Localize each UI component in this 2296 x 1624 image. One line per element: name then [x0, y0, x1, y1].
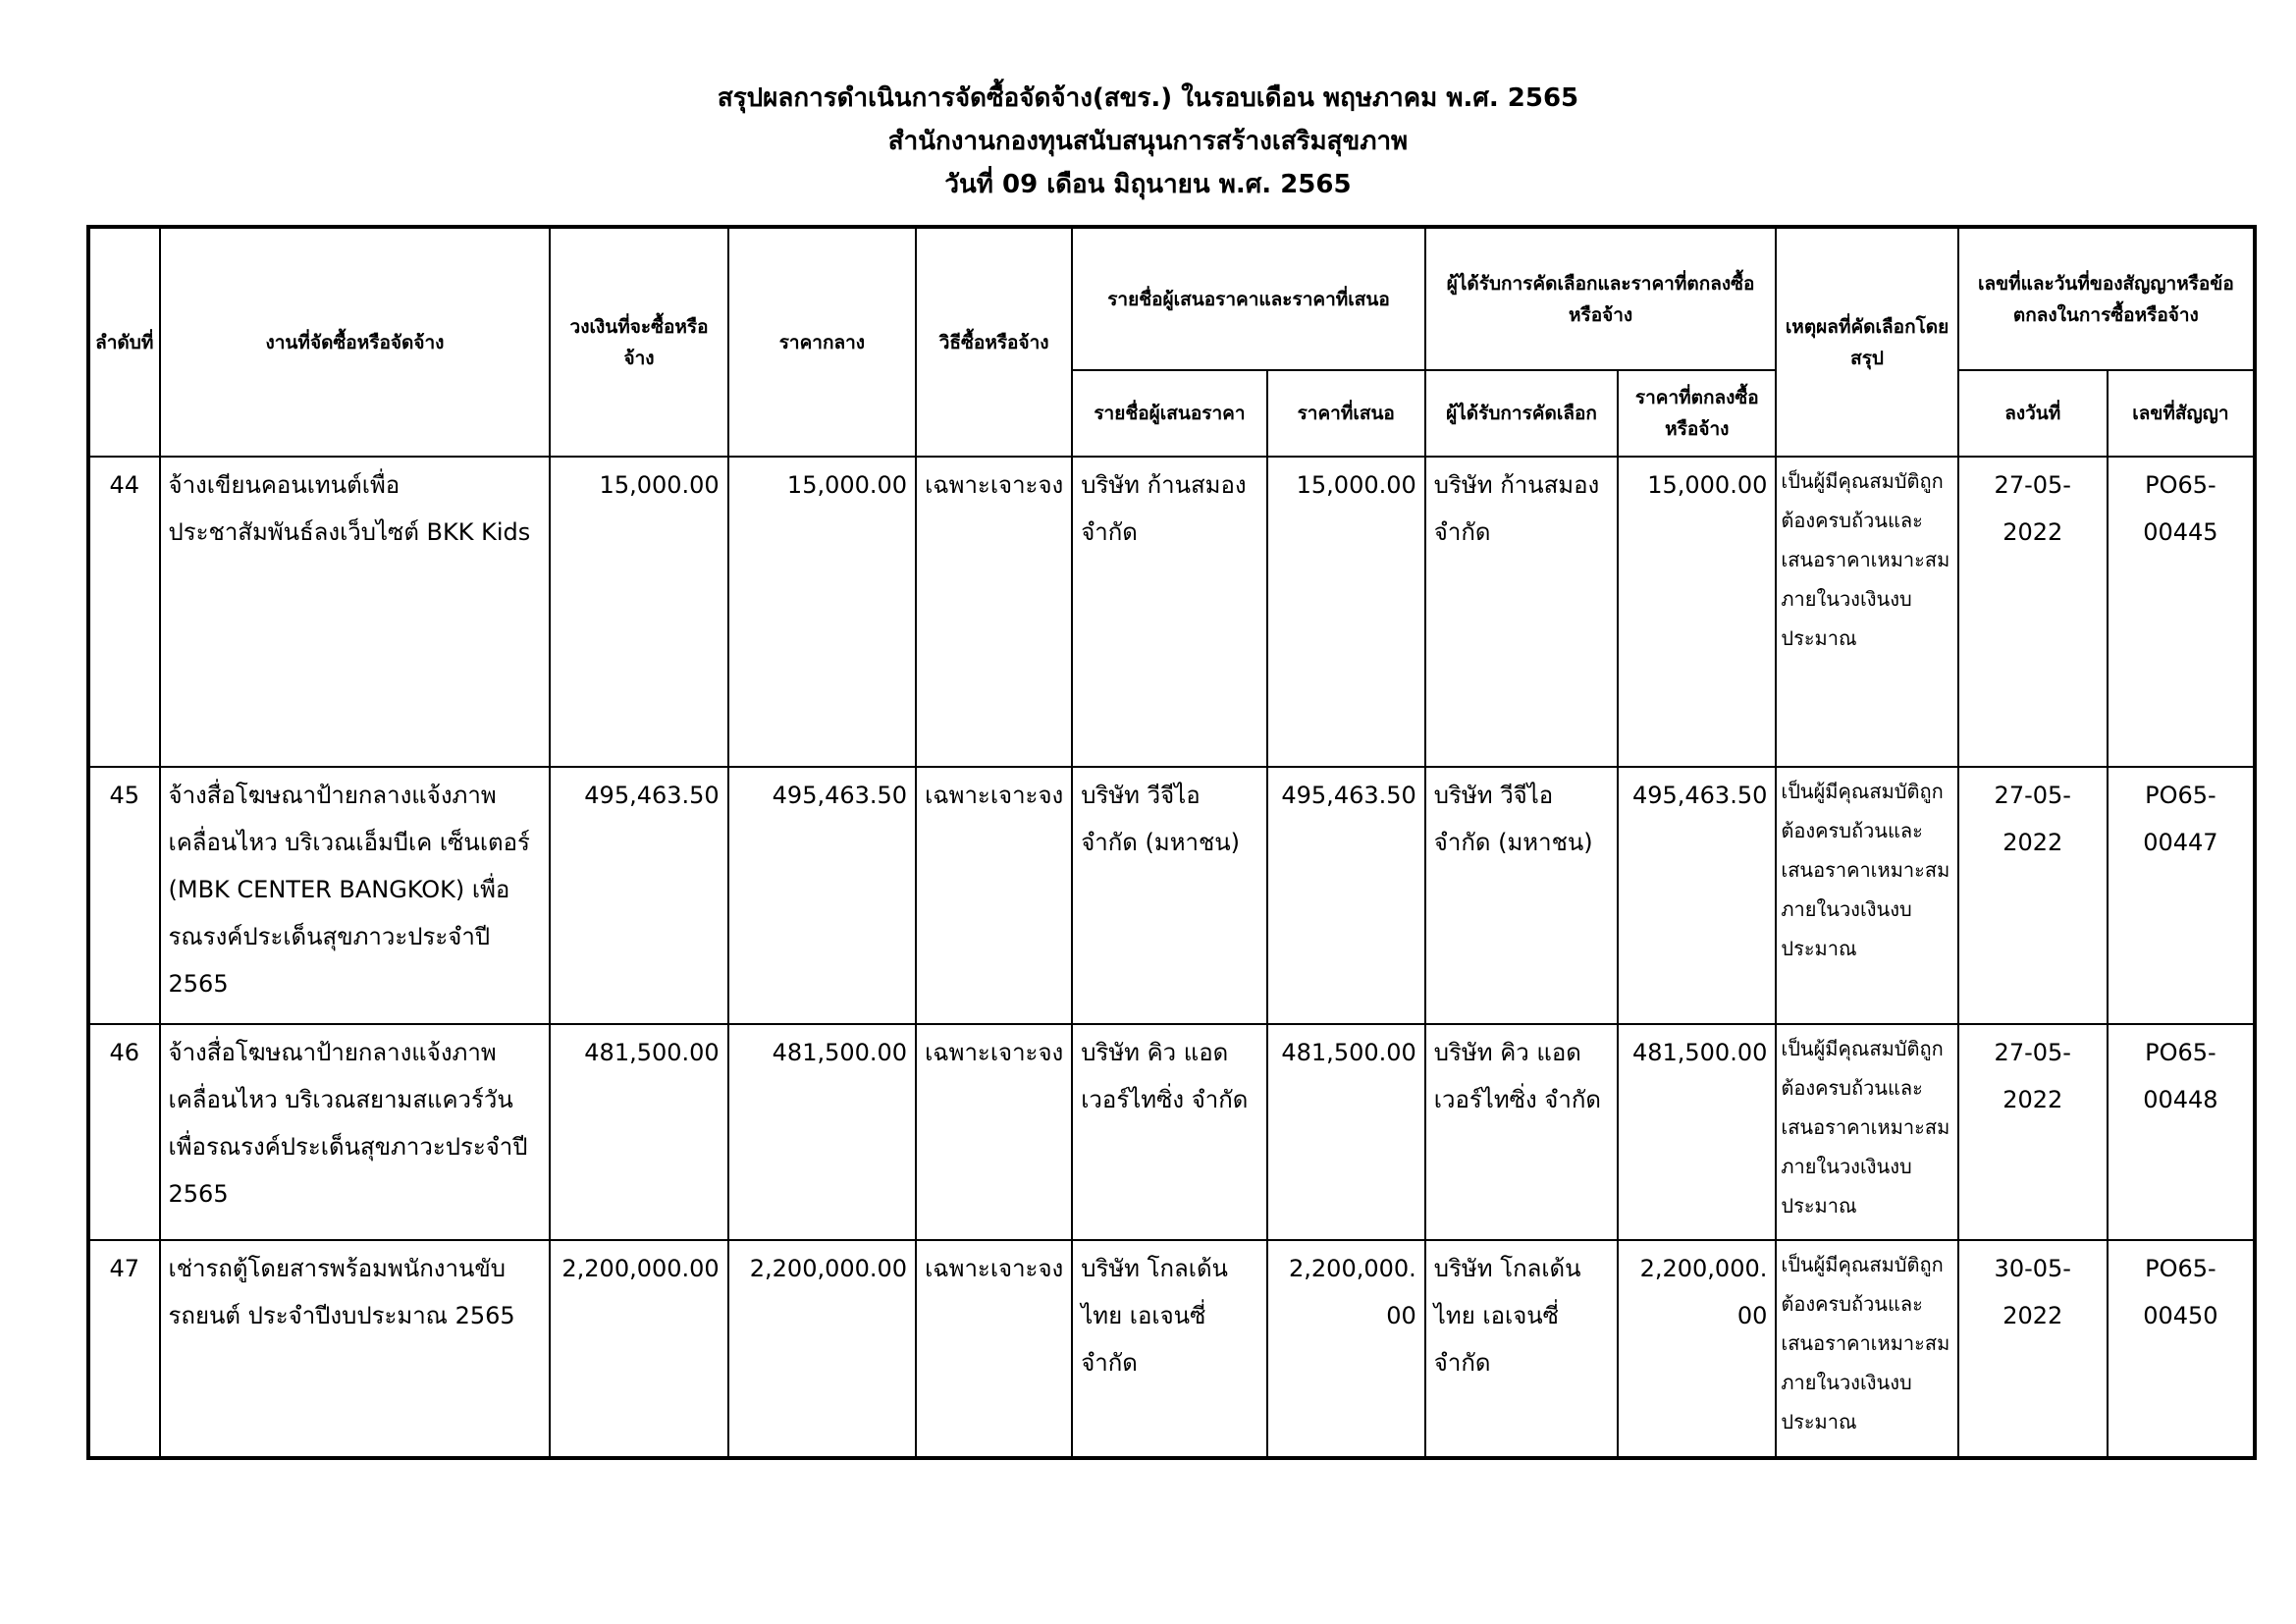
col-reason-header: เหตุผลที่คัดเลือกโดยสรุป	[1776, 227, 1957, 457]
row-median: 15,000.00	[728, 457, 916, 767]
row-agreed-price: 15,000.00	[1618, 457, 1776, 767]
row-median: 495,463.50	[728, 767, 916, 1024]
row-bid-price: 2,200,000.00	[1267, 1240, 1425, 1458]
row-median: 2,200,000.00	[728, 1240, 916, 1458]
table-row	[88, 767, 2255, 1024]
row-selected: บริษัท โกลเด้น ไทย เอเจนซี่ จำกัด	[1425, 1240, 1618, 1458]
row-work: เช่ารถตู้โดยสารพร้อมพนักงานขับรถยนต์ ประจำปีงบประมาณ 2565	[160, 1240, 551, 1458]
row-work: จ้างสื่อโฆษณาป้ายกลางแจ้งภาพเคลื่อนไหว บริเวณเอ็มบีเค เซ็นเตอร์ (MBK CENTER BANGKOK) เพื่อรณรงค์ประเด็นสุขภาวะประจำปี 2565	[160, 767, 551, 1024]
col-agreed-price-header: ราคาที่ตกลงซื้อหรือจ้าง	[1618, 370, 1776, 457]
row-seq: 47	[88, 1240, 160, 1458]
row-selected: บริษัท ก้านสมอง จำกัด	[1425, 457, 1618, 767]
row-method: เฉพาะเจาะจง	[916, 767, 1072, 1024]
row-reason: เป็นผู้มีคุณสมบัติถูกต้องครบถ้วนและเสนอราคาเหมาะสมภายในวงเงินงบประมาณ	[1776, 457, 1957, 767]
col-bidders-group-header: รายชื่อผู้เสนอราคาและราคาที่เสนอ	[1072, 227, 1425, 370]
row-contract-date: 30-05-2022	[1958, 1240, 2108, 1458]
row-contract-no: PO65-00445	[2108, 457, 2255, 767]
row-bidder: บริษัท โกลเด้น ไทย เอเจนซี่ จำกัด	[1072, 1240, 1266, 1458]
row-reason: เป็นผู้มีคุณสมบัติถูกต้องครบถ้วนและเสนอราคาเหมาะสมภายในวงเงินงบประมาณ	[1776, 1024, 1957, 1240]
row-agreed-price: 2,200,000.00	[1618, 1240, 1776, 1458]
row-seq: 44	[88, 457, 160, 767]
row-budget: 2,200,000.00	[550, 1240, 727, 1458]
col-selected-group-header: ผู้ได้รับการคัดเลือกและราคาที่ตกลงซื้อหรือจ้าง	[1425, 227, 1777, 370]
table-row	[88, 457, 2255, 767]
document-date: วันที่ 09 เดือน มิถุนายน พ.ศ. 2565	[944, 170, 1352, 199]
col-budget-header: วงเงินที่จะซื้อหรือจ้าง	[550, 227, 727, 457]
col-contract-group-header: เลขที่และวันที่ของสัญญาหรือข้อตกลงในการซื้อหรือจ้าง	[1958, 227, 2255, 370]
row-bid-price: 495,463.50	[1267, 767, 1425, 1024]
table-row	[88, 1024, 2255, 1240]
table-row	[88, 1240, 2255, 1458]
row-bid-price: 481,500.00	[1267, 1024, 1425, 1240]
row-method: เฉพาะเจาะจง	[916, 457, 1072, 767]
document-title: สรุปผลการดำเนินการจัดซื้อจัดจ้าง(สขร.) ในรอบเดือน พฤษภาคม พ.ศ. 2565	[717, 83, 1579, 113]
col-seq-header: ลำดับที่	[88, 227, 160, 457]
row-reason: เป็นผู้มีคุณสมบัติถูกต้องครบถ้วนและเสนอราคาเหมาะสมภายในวงเงินงบประมาณ	[1776, 1240, 1957, 1458]
row-agreed-price: 495,463.50	[1618, 767, 1776, 1024]
row-work: จ้างสื่อโฆษณาป้ายกลางแจ้งภาพเคลื่อนไหว บริเวณสยามสแควร์วัน เพื่อรณรงค์ประเด็นสุขภาวะประจำปี 2565	[160, 1024, 551, 1240]
row-agreed-price: 481,500.00	[1618, 1024, 1776, 1240]
row-selected: บริษัท วีจีไอ จำกัด (มหาชน)	[1425, 767, 1618, 1024]
row-budget: 15,000.00	[550, 457, 727, 767]
col-contract-date-header: ลงวันที่	[1958, 370, 2108, 457]
row-bidder: บริษัท วีจีไอ จำกัด (มหาชน)	[1072, 767, 1266, 1024]
row-budget: 495,463.50	[550, 767, 727, 1024]
row-contract-date: 27-05-2022	[1958, 457, 2108, 767]
procurement-table	[86, 225, 2257, 1460]
row-selected: บริษัท คิว แอดเวอร์ไทซิ่ง จำกัด	[1425, 1024, 1618, 1240]
col-bidder-name-header: รายชื่อผู้เสนอราคา	[1072, 370, 1266, 457]
col-median-header: ราคากลาง	[728, 227, 916, 457]
document-header	[0, 77, 2296, 206]
row-seq: 46	[88, 1024, 160, 1240]
col-bid-price-header: ราคาที่เสนอ	[1267, 370, 1425, 457]
row-contract-date: 27-05-2022	[1958, 1024, 2108, 1240]
row-reason: เป็นผู้มีคุณสมบัติถูกต้องครบถ้วนและเสนอราคาเหมาะสมภายในวงเงินงบประมาณ	[1776, 767, 1957, 1024]
row-contract-no: PO65-00447	[2108, 767, 2255, 1024]
row-median: 481,500.00	[728, 1024, 916, 1240]
row-bidder: บริษัท คิว แอดเวอร์ไทซิ่ง จำกัด	[1072, 1024, 1266, 1240]
row-seq: 45	[88, 767, 160, 1024]
row-method: เฉพาะเจาะจง	[916, 1024, 1072, 1240]
header-row	[88, 227, 2255, 370]
col-work-header: งานที่จัดซื้อหรือจัดจ้าง	[160, 227, 551, 457]
row-work: จ้างเขียนคอนเทนต์เพื่อประชาสัมพันธ์ลงเว็บไซต์ BKK Kids	[160, 457, 551, 767]
row-budget: 481,500.00	[550, 1024, 727, 1240]
col-selected-name-header: ผู้ได้รับการคัดเลือก	[1425, 370, 1618, 457]
col-contract-no-header: เลขที่สัญญา	[2108, 370, 2255, 457]
col-method-header: วิธีซื้อหรือจ้าง	[916, 227, 1072, 457]
organization-name: สำนักงานกองทุนสนับสนุนการสร้างเสริมสุขภาพ	[887, 127, 1409, 156]
row-contract-no: PO65-00450	[2108, 1240, 2255, 1458]
row-bid-price: 15,000.00	[1267, 457, 1425, 767]
row-contract-date: 27-05-2022	[1958, 767, 2108, 1024]
row-method: เฉพาะเจาะจง	[916, 1240, 1072, 1458]
row-contract-no: PO65-00448	[2108, 1024, 2255, 1240]
row-bidder: บริษัท ก้านสมอง จำกัด	[1072, 457, 1266, 767]
